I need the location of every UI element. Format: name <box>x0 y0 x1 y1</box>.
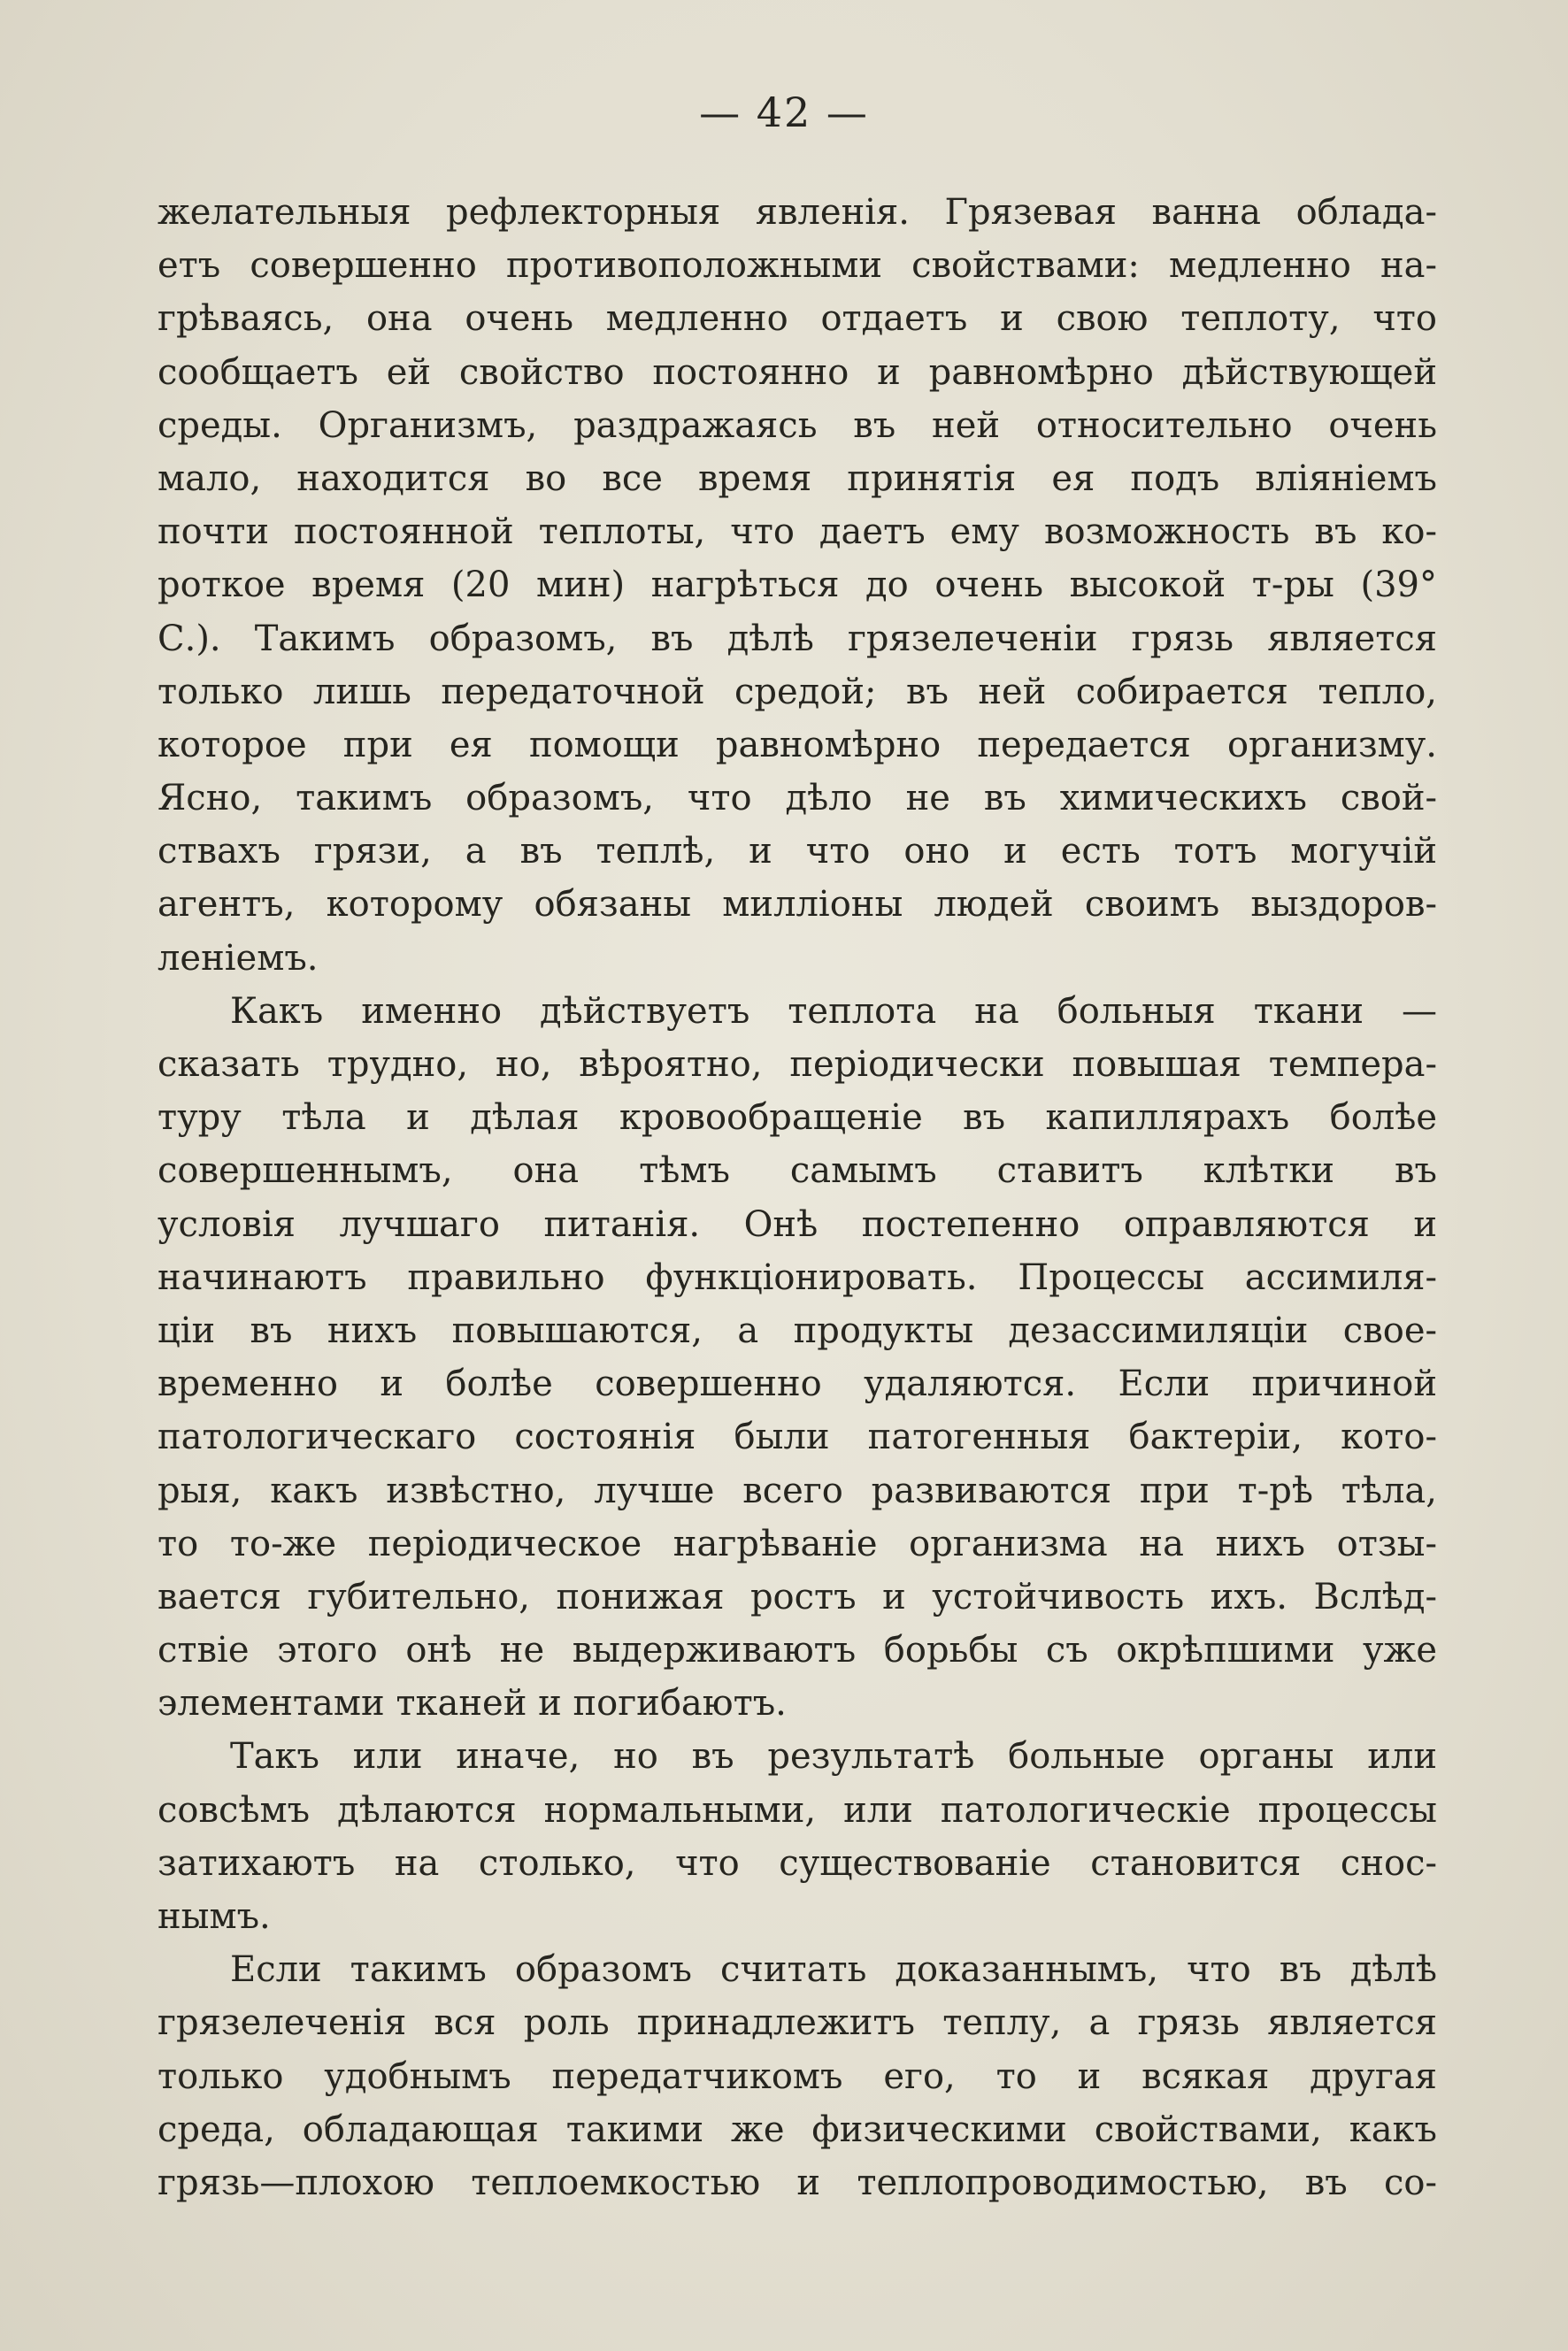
text-line: затихаютъ на столько, что существованіе становится снос- <box>158 1842 1437 1884</box>
text-line: сказать трудно, но, вѣроятно, періодически повышая темпера- <box>158 1044 1437 1085</box>
text-line: условія лучшаго питанія. Онѣ постепенно оправляются и <box>158 1203 1437 1245</box>
text-line: начинаютъ правильно функціонировать. Процессы ассимиля- <box>158 1256 1437 1298</box>
text-line: грязь—плохою теплоемкостью и теплопроводимостью, въ со- <box>158 2162 1437 2203</box>
text-line: леніемъ. <box>158 937 319 979</box>
body-text <box>158 186 1437 2209</box>
page-number: — 42 — <box>699 88 869 136</box>
text-line: желательныя рефлекторныя явленія. Грязевая ванна облада- <box>158 192 1437 233</box>
text-line: Ясно, такимъ образомъ, что дѣло не въ химическихъ свой- <box>158 778 1437 819</box>
text-line: временно и болѣе совершенно удаляются. Если причиной <box>158 1364 1437 1405</box>
text-line: которое при ея помощи равномѣрно передается организму. <box>158 724 1437 765</box>
text-line: только лишь передаточной средой; въ ней собирается тепло, <box>158 671 1437 712</box>
text-line: туру тѣла и дѣлая кровообращеніе въ капиллярахъ болѣе <box>158 1097 1437 1139</box>
text-line: етъ совершенно противоположными свойствами: медленно на- <box>158 245 1437 287</box>
text-line: среда, обладающая такими же физическими свойствами, какъ <box>158 2109 1437 2150</box>
text-line: рыя, какъ извѣстно, лучше всего развиваются при т-рѣ тѣла, <box>158 1470 1437 1511</box>
text-line: мало, находится во все время принятія ея подъ вліяніемъ <box>158 457 1437 499</box>
text-line: только удобнымъ передатчикомъ его, то и всякая другая <box>158 2055 1437 2097</box>
text-line: сообщаетъ ей свойство постоянно и равномѣрно дѣйствующей <box>158 351 1437 393</box>
text-line: совсѣмъ дѣлаются нормальными, или патологическіе процессы <box>158 1789 1437 1831</box>
text-line: почти постоянной теплоты, что даетъ ему возможность въ ко- <box>158 511 1437 553</box>
text-line: среды. Организмъ, раздражаясь въ ней относительно очень <box>158 404 1437 446</box>
text-line: элементами тканей и погибаютъ. <box>158 1683 787 1725</box>
text-line: патологическаго состоянія были патогенныя бактеріи, кото- <box>158 1417 1437 1458</box>
text-line: грѣваясь, она очень медленно отдаетъ и свою теплоту, что <box>158 298 1437 340</box>
text-line: грязелеченія вся роль принадлежитъ теплу, а грязь является <box>158 2002 1437 2044</box>
text-line: Такъ или иначе, но въ результатѣ больные органы или <box>230 1736 1437 1778</box>
text-line: агентъ, которому обязаны милліоны людей своимъ выздоров- <box>158 884 1437 926</box>
text-line: нымъ. <box>158 1896 271 1937</box>
text-line: ціи въ нихъ повышаются, а продукты дезассимиляціи свое- <box>158 1310 1437 1351</box>
text-line: С.). Такимъ образомъ, въ дѣлѣ грязелеченіи грязь является <box>158 618 1437 659</box>
text-line: то то-же періодическое нагрѣваніе организма на нихъ отзы- <box>158 1523 1437 1564</box>
text-line: ствіе этого онѣ не выдерживаютъ борьбы съ окрѣпшими уже <box>158 1630 1437 1671</box>
text-line: Если такимъ образомъ считать доказаннымъ, что въ дѣлѣ <box>230 1949 1437 1991</box>
text-line: роткое время (20 мин) нагрѣться до очень высокой т-ры (39° <box>158 565 1437 606</box>
text-line: Какъ именно дѣйствуетъ теплота на больныя ткани — <box>230 990 1437 1032</box>
text-line: совершеннымъ, она тѣмъ самымъ ставитъ клѣтки въ <box>158 1150 1437 1192</box>
text-line: ствахъ грязи, а въ теплѣ, и что оно и есть тотъ могучій <box>158 831 1437 872</box>
text-line: вается губительно, понижая ростъ и устойчивость ихъ. Вслѣд- <box>158 1576 1437 1617</box>
